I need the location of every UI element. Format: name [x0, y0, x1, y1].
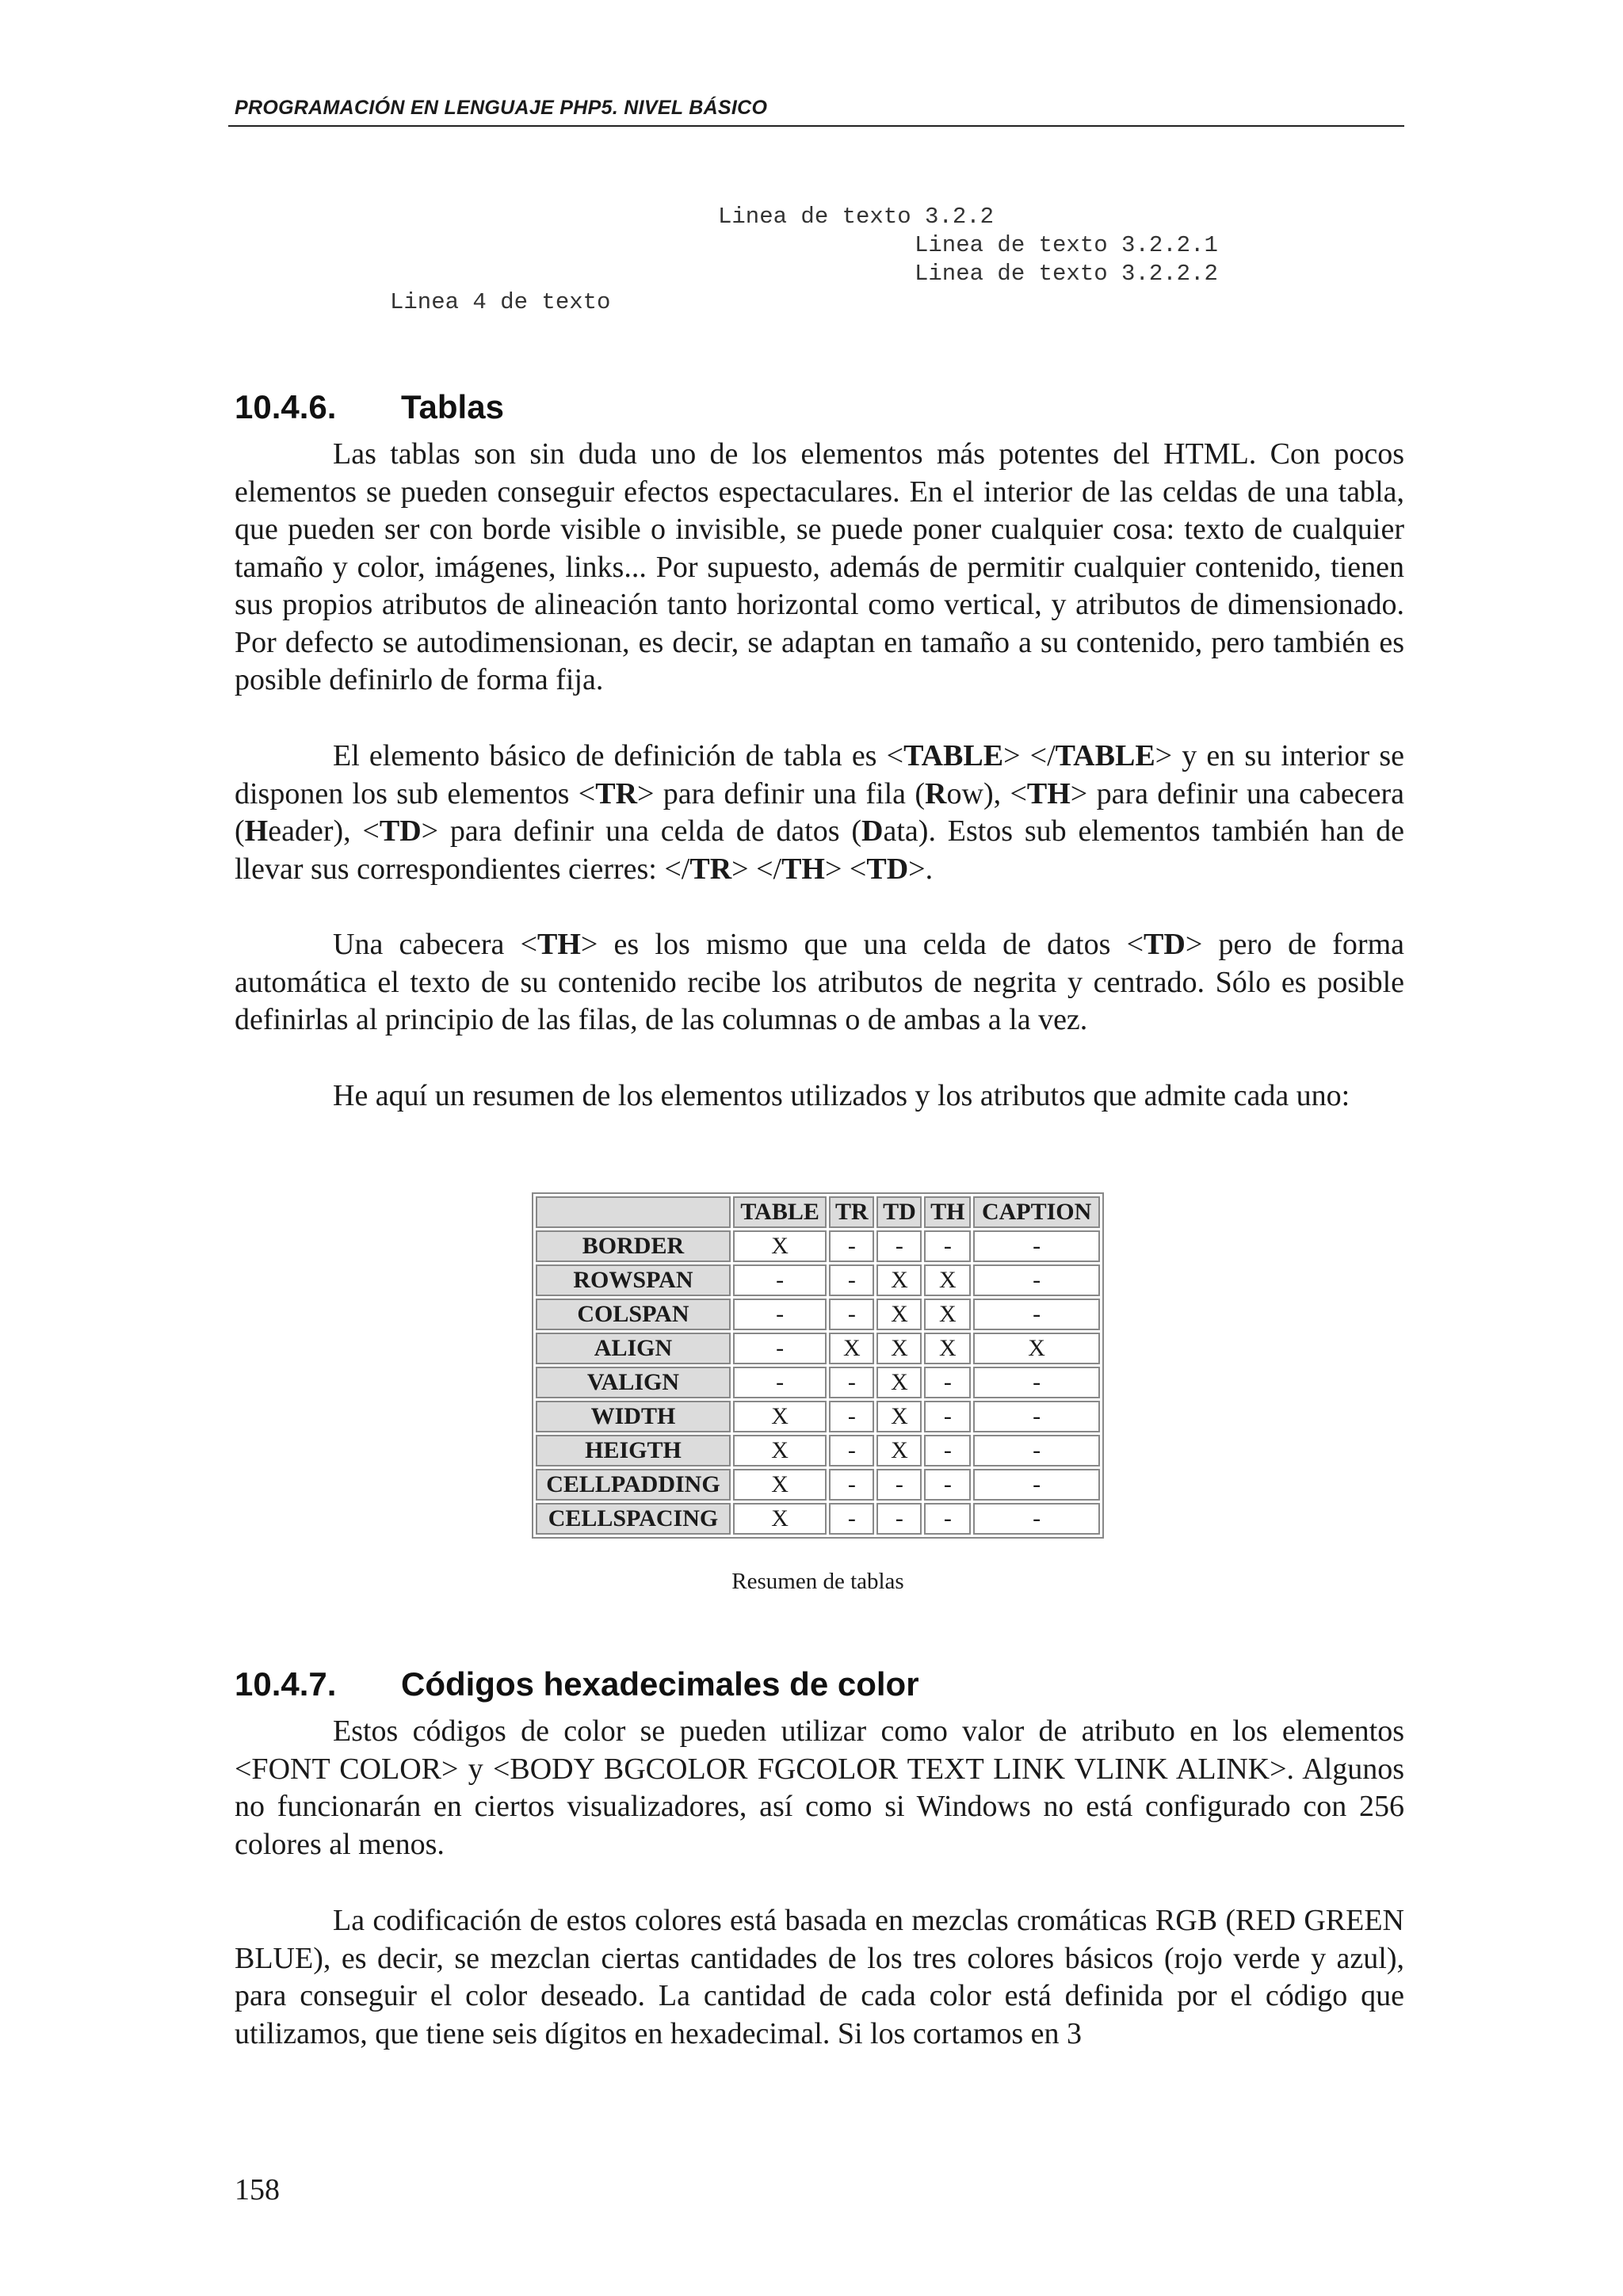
section-number: 10.4.7. — [235, 1665, 337, 1703]
table-row — [536, 1264, 1100, 1296]
code-line-4: Linea 4 de texto — [390, 289, 611, 315]
table-column-header: TABLE — [733, 1196, 827, 1228]
table-column-header: TR — [829, 1196, 874, 1228]
table-row-header: CELLPADDING — [536, 1469, 731, 1501]
table-row-header: VALIGN — [536, 1367, 731, 1398]
table-cell: - — [973, 1264, 1100, 1296]
table-cell: - — [973, 1230, 1100, 1262]
section-heading-colores — [235, 1665, 919, 1703]
section-heading-tablas — [235, 388, 504, 426]
table-cell: - — [924, 1401, 971, 1432]
paragraph-tablas-elements: El elemento básico de definición de tabla es <TABLE> </TABLE> y en su interior se disponen los sub elementos <TR> para definir una fila (Row), <TH> para definir una cabecera (Header), <TD> para definir una celda de datos (Data). Estos sub elementos también han de llevar sus correspondientes cierres: </TR> </TH> <TD>. — [235, 739, 1405, 886]
table-cell: X — [924, 1299, 971, 1330]
section-title: Tablas — [401, 388, 504, 425]
table-cell: - — [876, 1469, 922, 1501]
table-cell: X — [733, 1435, 827, 1466]
table-row — [536, 1230, 1100, 1262]
table-column-header: TD — [876, 1196, 922, 1228]
running-header: PROGRAMACIÓN EN LENGUAJE PHP5. NIVEL BÁSICO — [235, 97, 768, 119]
table-cell: - — [924, 1367, 971, 1398]
table-cell: X — [973, 1333, 1100, 1364]
table-cell: X — [829, 1333, 874, 1364]
table-cell: - — [829, 1230, 874, 1262]
table-row-header: ALIGN — [536, 1333, 731, 1364]
table-cell: - — [829, 1401, 874, 1432]
table-cell: X — [733, 1230, 827, 1262]
table-cell: X — [924, 1333, 971, 1364]
table-cell: - — [733, 1264, 827, 1296]
table-row — [536, 1435, 1100, 1466]
table-cell: - — [733, 1333, 827, 1364]
table-column-header: TH — [924, 1196, 971, 1228]
paragraph-tablas-summary-intro: He aquí un resumen de los elementos utilizados y los atributos que admite cada uno: — [333, 1079, 1350, 1112]
table-cell: X — [876, 1367, 922, 1398]
table-row — [536, 1367, 1100, 1398]
table-cell: - — [829, 1435, 874, 1466]
table-row-header: CELLSPACING — [536, 1503, 731, 1535]
table-cell: X — [733, 1469, 827, 1501]
table-cell: - — [829, 1503, 874, 1535]
table-cell: - — [973, 1367, 1100, 1398]
table-corner-cell — [536, 1196, 731, 1228]
table-cell: - — [973, 1435, 1100, 1466]
table-cell: X — [876, 1401, 922, 1432]
table-cell: - — [829, 1264, 874, 1296]
table-cell: X — [924, 1264, 971, 1296]
code-line-2: Linea de texto 3.2.2.1 — [915, 232, 1218, 258]
table-cell: X — [733, 1503, 827, 1535]
attributes-summary-table — [532, 1192, 1104, 1539]
table-cell: X — [876, 1333, 922, 1364]
table-cell: - — [733, 1367, 827, 1398]
page-number: 158 — [235, 2173, 280, 2206]
table-cell: - — [829, 1469, 874, 1501]
table-row-header: WIDTH — [536, 1401, 731, 1432]
table-cell: - — [924, 1469, 971, 1501]
table-cell: - — [973, 1503, 1100, 1535]
table-cell: - — [973, 1299, 1100, 1330]
code-line-1: Linea de texto 3.2.2 — [718, 204, 995, 230]
table-cell: - — [924, 1230, 971, 1262]
table-row-header: ROWSPAN — [536, 1264, 731, 1296]
table-header-row — [536, 1196, 1100, 1228]
table-cell: - — [973, 1469, 1100, 1501]
paragraph-colores-intro: Estos códigos de color se pueden utilizar como valor de atributo en los elementos <FONT COLOR> y <BODY BGCOLOR FGCOLOR TEXT LINK VLINK ALINK>. Algunos no funcionarán en ciertos visualizadores, así como si Windows no está configurado con 256 colores al menos. — [235, 1714, 1404, 1861]
paragraph-tablas-intro: Las tablas son sin duda uno de los elementos más potentes del HTML. Con pocos elementos se pueden conseguir efectos espectaculares. En el interior de las celdas de una tabla, que pueden ser con borde visible o invisible, se puede poner cualquier cosa: texto de cualquier tamaño y color, imágenes, links... Por supuesto, además de permitir cualquier contenido, tienen sus propios atributos de alineación tanto horizontal como vertical, y atributos de dimensionado. Por defecto se autodimensionan, es decir, se adaptan en tamaño a su contenido, pero también es posible definirlo de forma fija. — [235, 437, 1404, 696]
section-number: 10.4.6. — [235, 388, 337, 425]
table-cell: - — [924, 1503, 971, 1535]
table-row-header: BORDER — [536, 1230, 731, 1262]
table-row-header: HEIGTH — [536, 1435, 731, 1466]
table-cell: - — [733, 1299, 827, 1330]
header-rule — [228, 125, 1404, 127]
table-row — [536, 1333, 1100, 1364]
table-cell: - — [829, 1367, 874, 1398]
table-cell: - — [924, 1435, 971, 1466]
table-cell: X — [876, 1435, 922, 1466]
table-row — [536, 1401, 1100, 1432]
table-column-header: CAPTION — [973, 1196, 1100, 1228]
table-row — [536, 1503, 1100, 1535]
paragraph-colores-rgb: La codificación de estos colores está basada en mezclas cromáticas RGB (RED GREEN BLUE), es decir, se mezclan ciertas cantidades de los tres colores básicos (rojo verde y azul), para conseguir el color deseado. La cantidad de cada color está definida por el código que utilizamos, que tiene seis dígitos en hexadecimal. Si los cortamos en 3 — [235, 1904, 1404, 2050]
section-title: Códigos hexadecimales de color — [401, 1665, 919, 1703]
code-line-3: Linea de texto 3.2.2.2 — [915, 261, 1218, 287]
table-cell: X — [876, 1299, 922, 1330]
table-caption: Resumen de tablas — [731, 1569, 904, 1594]
table-cell: X — [733, 1401, 827, 1432]
table-row-header: COLSPAN — [536, 1299, 731, 1330]
table-row — [536, 1469, 1100, 1501]
table-row — [536, 1299, 1100, 1330]
paragraph-tablas-header-cell: Una cabecera <TH> es los mismo que una celda de datos <TD> pero de forma automática el texto de su contenido recibe los atributos de negrita y centrado. Sólo es posible definirlas al principio de las filas, de las columnas o de ambas a la vez. — [235, 928, 1404, 1036]
table-cell: - — [876, 1230, 922, 1262]
table-cell: - — [876, 1503, 922, 1535]
table-cell: - — [973, 1401, 1100, 1432]
table-cell: - — [829, 1299, 874, 1330]
table-cell: X — [876, 1264, 922, 1296]
